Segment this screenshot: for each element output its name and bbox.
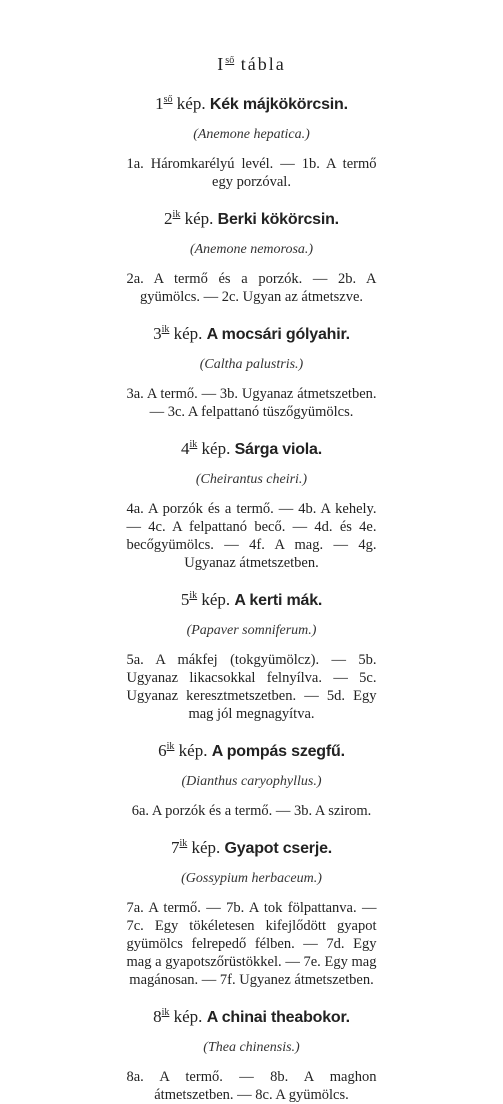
latin-name: (Cheirantus cheiri.)	[195, 472, 308, 487]
latin-name: (Thea chinensis.)	[203, 1040, 300, 1055]
figure-number-suffix: ső	[163, 94, 173, 105]
figure-number: 7	[170, 838, 180, 857]
figure-word: kép.	[201, 439, 231, 458]
figure-number: 4	[181, 439, 190, 458]
plant-name: Kék májkökörcsin.	[209, 96, 348, 113]
figure-number-suffix: ik	[172, 209, 181, 220]
latin-name: (Anemone hepatica.)	[193, 127, 310, 142]
figure-section-1	[127, 88, 377, 191]
figure-number: 8	[153, 1007, 162, 1026]
figure-section-8	[127, 1001, 377, 1104]
figure-description: 4a. A porzók és a termő. — 4b. A kehely. — 4c. A felpattanó becő. — 4d. és 4e. becőgyümölcs. — 4f. A mag. — 4g. Ugyanaz átmetszetben.	[126, 501, 377, 571]
plate-number-suffix: ső	[225, 55, 235, 66]
figure-section-5	[127, 584, 377, 723]
figure-number-suffix: ik	[189, 590, 198, 601]
figure-description: 6a. A porzók és a termő. — 3b. A szirom.	[131, 803, 372, 819]
latin-name: (Papaver somniferum.)	[186, 623, 317, 638]
figure-description: 3a. A termő. — 3b. Ugyanaz átmetszetben. — 3c. A felpattanó tüszőgyümölcs.	[126, 386, 377, 420]
plant-name: A mocsári gólyahir.	[206, 326, 350, 343]
figure-heading	[127, 88, 377, 117]
plate-word: tábla	[240, 54, 286, 74]
figure-section-2	[127, 203, 377, 306]
figure-word: kép.	[178, 741, 208, 760]
figure-word: kép.	[173, 324, 203, 343]
plant-name: Sárga viola.	[234, 441, 322, 458]
figure-heading	[127, 735, 377, 764]
figure-number-suffix: ik	[161, 324, 170, 335]
plant-name: A chinai theabokor.	[206, 1009, 350, 1026]
latin-name: (Gossypium herbaceum.)	[181, 871, 322, 886]
figure-section-7	[127, 832, 377, 989]
plant-name: Berki kökörcsin.	[217, 211, 339, 228]
latin-name: (Anemone nemorosa.)	[189, 242, 314, 257]
figure-section-3	[127, 318, 377, 421]
figure-word: kép.	[176, 94, 206, 113]
figure-heading	[127, 832, 377, 861]
figure-number: 6	[158, 741, 167, 760]
figure-description: 1a. Háromkarélyú levél. — 1b. A termő egy porzóval.	[126, 156, 377, 190]
figure-word: kép.	[173, 1007, 203, 1026]
figure-number-suffix: ik	[179, 838, 188, 849]
figure-number-suffix: ik	[189, 439, 198, 450]
figure-heading	[127, 433, 377, 462]
figure-heading	[127, 584, 377, 613]
plate-title	[0, 0, 503, 88]
plant-name: A kerti mák.	[234, 592, 323, 609]
figure-description: 2a. A termő és a porzók. — 2b. A gyümölcs. — 2c. Ugyan az átmetszve.	[126, 271, 377, 305]
latin-name: (Caltha palustris.)	[199, 357, 304, 372]
figure-word: kép.	[184, 209, 214, 228]
figure-heading	[127, 1001, 377, 1030]
plate-number: I	[217, 54, 226, 74]
figure-number: 2	[164, 209, 173, 228]
latin-name: (Dianthus caryophyllus.)	[181, 774, 322, 789]
figure-number: 3	[153, 324, 162, 343]
figure-description: 8a. A termő. — 8b. A maghon átmetszetben. — 8c. A gyümölcs.	[126, 1069, 377, 1103]
figure-number-suffix: ik	[166, 741, 175, 752]
figure-section-6	[127, 735, 377, 820]
figure-number: 1	[155, 94, 164, 113]
figure-word: kép.	[191, 838, 221, 857]
figure-heading	[127, 318, 377, 347]
figure-heading	[127, 203, 377, 232]
figure-section-4	[127, 433, 377, 572]
figure-word: kép.	[201, 590, 231, 609]
figure-description: 7a. A termő. — 7b. A tok fölpattanva. — 7c. Egy tökéletesen kifejlődött gyapot gyümölcs felrepedő félben. — 7d. Egy mag a gyapotszőrüstökkel. — 7e. Egy mag magánosan. — 7f. Ugyanez átmetszetben.	[126, 900, 377, 988]
figure-description: 5a. A mákfej (tokgyümölcz). — 5b. Ugyanaz likacsokkal felnyílva. — 5c. Ugyanaz keresztmetszetben. — 5d. Egy mag jól megnagyítva.	[126, 652, 377, 722]
plant-name: A pompás szegfű.	[211, 743, 345, 760]
figure-number: 5	[180, 590, 190, 609]
plant-name: Gyapot cserje.	[224, 840, 333, 857]
figure-number-suffix: ik	[161, 1007, 170, 1018]
